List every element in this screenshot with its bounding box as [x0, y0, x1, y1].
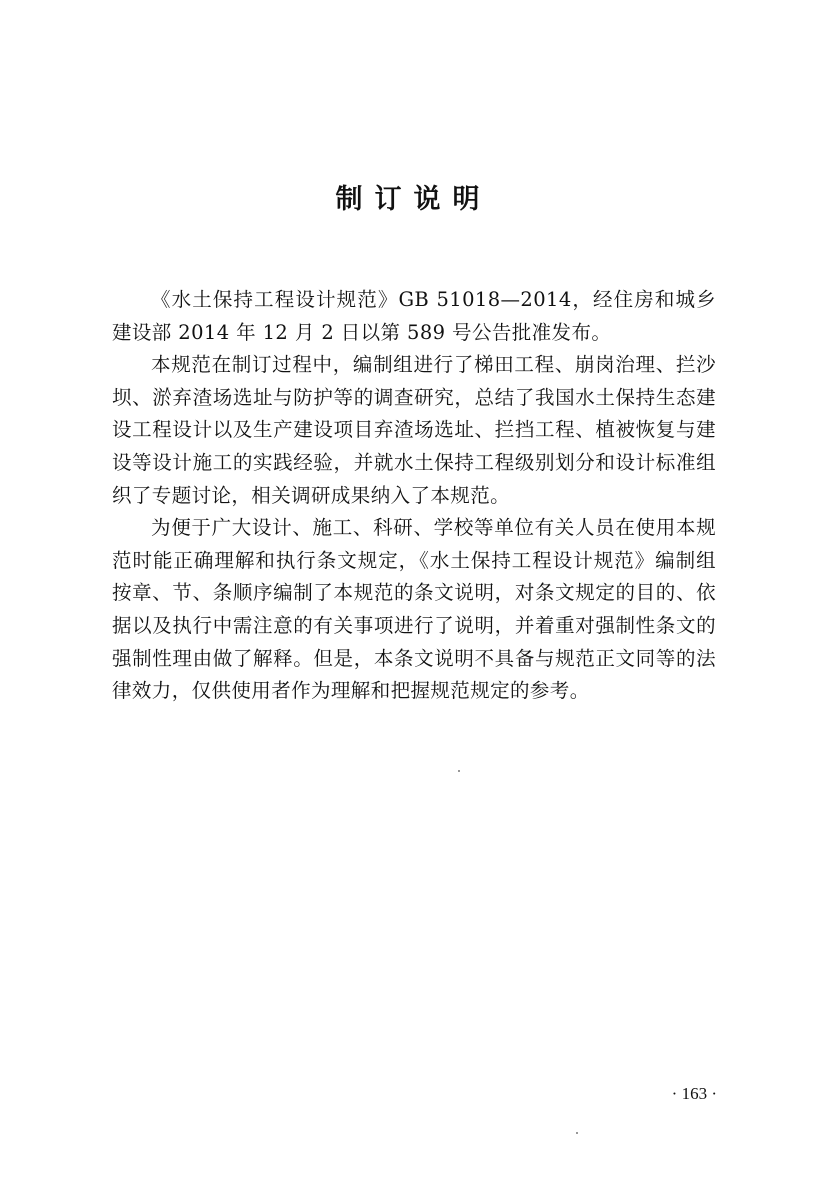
page-title: 制订说明: [335, 184, 492, 215]
page-number: · 163 ·: [671, 1084, 717, 1103]
body-text: [112, 284, 716, 708]
scan-speck: [458, 770, 460, 772]
paragraph-drafting-process: 本规范在制订过程中，编制组进行了梯田工程、崩岗治理、拦沙坝、淤弃渣场选址与防护等的调查研究，总结了我国水土保持生态建设工程设计以及生产建设项目弃渣场选址、拦挡工程、植被恢复与建设等设计施工的实践经验，并就水土保持工程级别划分和设计标准组织了专题讨论，相关调研成果纳入了本规范。: [112, 353, 716, 507]
paragraph-explanation-purpose: 为便于广大设计、施工、科研、学校等单位有关人员在使用本规范时能正确理解和执行条文规定，《水土保持工程设计规范》编制组按章、节、条顺序编制了本规范的条文说明，对条文规定的目的、依据以及执行中需注意的有关事项进行了说明，并着重对强制性条文的强制性理由做了解释。但是，本条文说明不具备与规范正文同等的法律效力，仅供使用者作为理解和把握规范规定的参考。: [112, 516, 716, 703]
paragraph-approval: 《水土保持工程设计规范》GB 51018—2014，经住房和城乡建设部 2014 年 12 月 2 日以第 589 号公告批准发布。: [112, 288, 716, 344]
scan-speck: [576, 1132, 578, 1134]
